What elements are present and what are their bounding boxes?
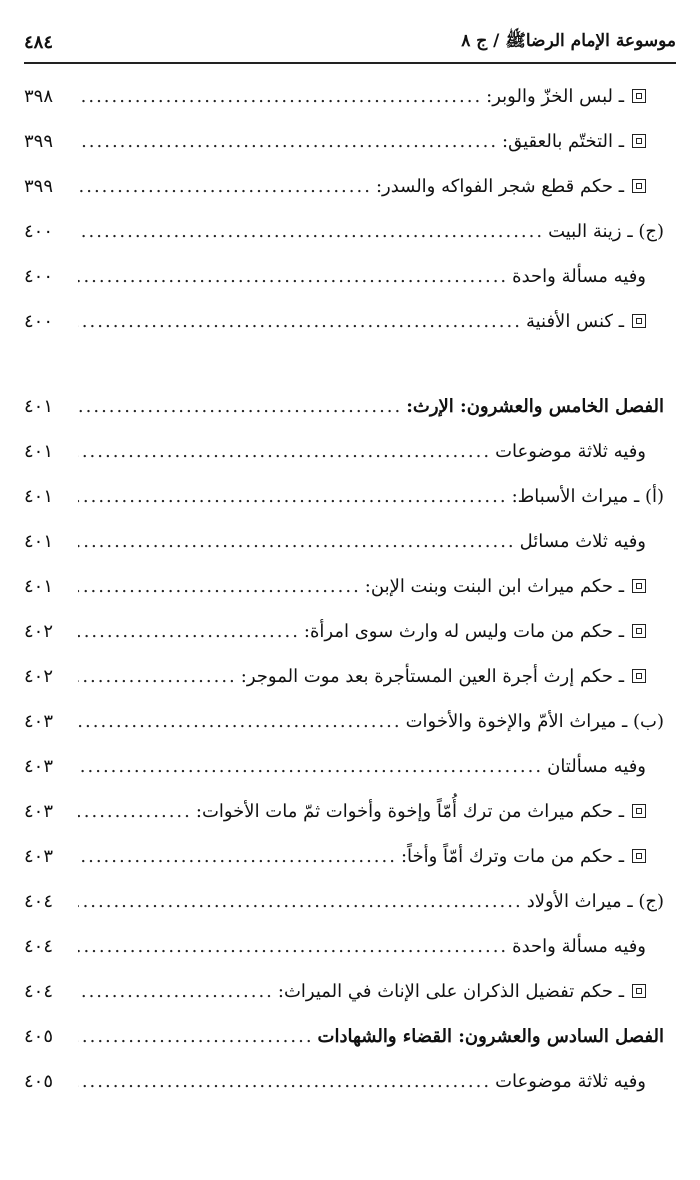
toc-entry-page-number: ٤٠٢ [24,621,54,642]
dot-leader [78,789,192,834]
dot-leader [78,564,361,609]
square-bullet-icon [632,984,646,998]
dot-leader [78,384,402,429]
table-of-contents [24,74,664,1104]
dot-leader [78,924,508,969]
toc-entry [24,969,664,1014]
toc-entry-label: وفيه ثلاثة موضوعات [495,1071,646,1092]
square-bullet-icon [632,579,646,593]
toc-group-top [24,74,664,344]
dot-leader [78,119,498,164]
square-bullet-icon [632,134,646,148]
toc-entry [24,609,664,654]
toc-entry-label: ـ حكم ميراث من ترك أُمّاً وإخوة وأخوات ثمّ مات الأخوات: [195,801,624,822]
toc-entry-page-number: ٣٩٩ [24,176,54,197]
toc-entry-page-number: ٤٠١ [24,576,54,597]
toc-entry [24,924,664,969]
square-bullet-icon [632,849,646,863]
toc-entry-page-number: ٣٩٨ [24,86,54,107]
toc-entry-label: وفيه ثلاث مسائل [519,531,646,552]
dot-leader [78,299,522,344]
toc-entry-page-number: ٤٠٤ [24,936,54,957]
dot-leader [78,74,482,119]
square-bullet-icon [632,624,646,638]
toc-entry [24,474,664,519]
header-divider [24,62,676,64]
toc-group-bottom [24,384,664,1104]
toc-entry-page-number: ٤٠٠ [24,266,54,287]
dot-leader [78,429,491,474]
toc-entry-page-number: ٤٠٣ [24,801,54,822]
toc-entry-page-number: ٤٠١ [24,396,54,417]
dot-leader [78,164,372,209]
toc-entry [24,1059,664,1104]
square-bullet-icon [632,314,646,328]
toc-entry-label: (ج) ـ ميراث الأولاد [526,891,664,912]
toc-entry [24,519,664,564]
toc-entry [24,384,664,429]
dot-leader [78,609,300,654]
toc-entry-label: (أ) ـ ميراث الأسباط: [511,486,664,507]
toc-entry-label: ـ حكم ميراث ابن البنت وبنت الإبن: [364,576,624,597]
toc-entry-page-number: ٤٠٣ [24,846,54,867]
toc-entry-page-number: ٤٠٥ [24,1071,54,1092]
toc-entry-page-number: ٤٠٣ [24,756,54,777]
toc-entry [24,74,664,119]
toc-entry-page-number: ٤٠٥ [24,1026,54,1047]
dot-leader [78,519,516,564]
toc-entry-label: ـ حكم تفضيل الذكران على الإناث في الميراث: [277,981,624,1002]
page-number: ٤٨٤ [24,31,54,53]
toc-entry [24,1014,664,1059]
toc-entry [24,254,664,299]
toc-entry-label: الفصل السادس والعشرون: القضاء والشهادات [317,1026,664,1047]
toc-entry [24,879,664,924]
toc-entry-label: ـ حكم من مات وليس له وارث سوى امرأة: [303,621,624,642]
dot-leader [78,254,508,299]
toc-entry-label: وفيه ثلاثة موضوعات [495,441,646,462]
toc-entry [24,564,664,609]
toc-entry [24,429,664,474]
toc-entry-label: وفيه مسألتان [547,756,646,777]
toc-entry-page-number: ٤٠٤ [24,981,54,1002]
toc-entry-label: ـ لبس الخزّ والوبر: [486,86,624,107]
dot-leader [78,1059,491,1104]
toc-entry-label: وفيه مسألة واحدة [512,266,646,287]
toc-entry [24,119,664,164]
dot-leader [78,1014,314,1059]
square-bullet-icon [632,179,646,193]
dot-leader [78,879,523,924]
dot-leader [78,969,274,1014]
toc-entry-page-number: ٤٠١ [24,441,54,462]
toc-entry-label: وفيه مسألة واحدة [512,936,646,957]
square-bullet-icon [632,669,646,683]
toc-entry-page-number: ٤٠١ [24,486,54,507]
toc-entry-label: ـ التختّم بالعقيق: [502,131,624,152]
toc-entry-label: ـ حكم من مات وترك أمّاً وأخاً: [400,846,624,867]
page-header [24,24,676,60]
toc-entry-page-number: ٤٠٠ [24,311,54,332]
section-gap [24,344,664,384]
toc-entry-label: الفصل الخامس والعشرون: الإرث: [406,396,664,417]
toc-entry-page-number: ٤٠٣ [24,711,54,732]
square-bullet-icon [632,89,646,103]
toc-entry-label: ـ كنس الأفنية [525,311,624,332]
dot-leader [78,744,543,789]
running-title: موسوعة الإمام الرضاﷺ / ج ٨ [461,30,676,51]
dot-leader [78,699,402,744]
toc-entry [24,789,664,834]
dot-leader [78,654,237,699]
dot-leader [78,834,397,879]
toc-entry-label: ـ حكم قطع شجر الفواكه والسدر: [375,176,624,197]
toc-entry [24,699,664,744]
toc-entry-page-number: ٤٠٤ [24,891,54,912]
toc-entry [24,299,664,344]
toc-entry [24,744,664,789]
toc-entry [24,209,664,254]
toc-entry-page-number: ٤٠٠ [24,221,54,242]
toc-entry-page-number: ٣٩٩ [24,131,54,152]
toc-entry-label: (ج) ـ زينة البيت [548,221,664,242]
toc-entry-page-number: ٤٠٢ [24,666,54,687]
toc-entry [24,654,664,699]
toc-entry [24,164,664,209]
square-bullet-icon [632,804,646,818]
toc-entry [24,834,664,879]
toc-entry-page-number: ٤٠١ [24,531,54,552]
dot-leader [78,474,508,519]
toc-entry-label: ـ حكم إرث أجرة العين المستأجرة بعد موت الموجر: [240,666,624,687]
dot-leader [78,209,544,254]
toc-entry-label: (ب) ـ ميراث الأمّ والإخوة والأخوات [405,711,664,732]
